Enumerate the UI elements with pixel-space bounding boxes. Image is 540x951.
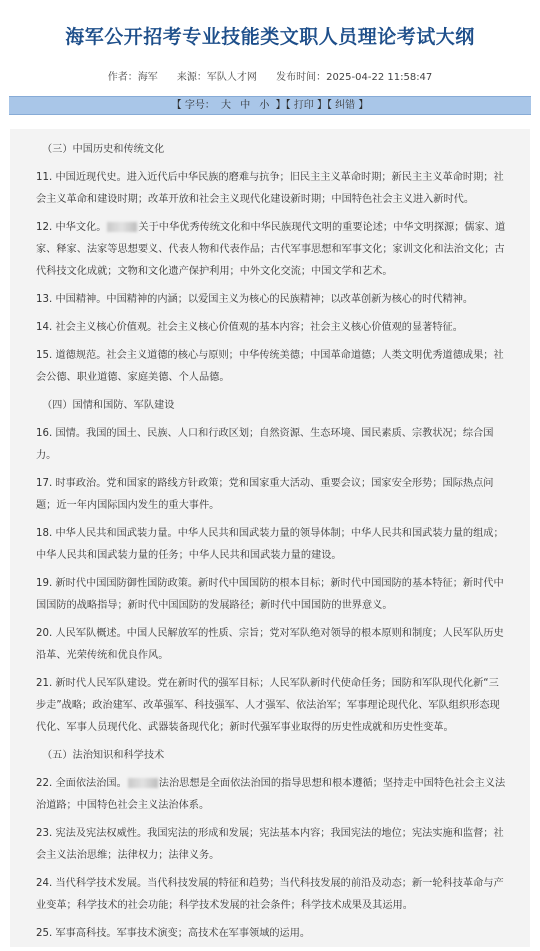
section-heading: （四）国情和国防、军队建设 <box>42 400 175 411</box>
print-link[interactable]: 打印 <box>293 100 314 111</box>
font-size-medium-link[interactable]: 中 <box>240 100 251 111</box>
outline-item <box>36 773 508 817</box>
outline-item: 11. 中国近现代史。进入近代后中华民族的磨难与抗争；旧民主主义革命时期；新民主主义革命时期；社会主义革命和建设时期；改革开放和社会主义现代化建设新时期；中国特色社会主义进入新时代。 <box>36 172 504 205</box>
outline-item-lead: 22. 全面依法治国。 <box>36 778 127 789</box>
toolbar-bracket: 】 <box>358 100 369 111</box>
toolbar-bracket: 】【 <box>316 100 332 111</box>
publish-time-label: 发布时间：2025-04-22 11:58:47 <box>276 72 433 83</box>
outline-item: 20. 人民军队概述。中国人民解放军的性质、宗旨；党对军队绝对领导的根本原则和制度；人民军队历史沿革、光荣传统和优良作风。 <box>36 628 504 661</box>
outline-item: 15. 道德规范。社会主义道德的核心与原则；中华传统美德；中国革命道德；人类文明优秀道德成果；社会公德、职业道德、家庭美德、个人品德。 <box>36 350 504 383</box>
outline-item-rest: 法治思想是全面依法治国的指导思想和根本遵循；坚持走中国特色社会主义法治道路；中国特色社会主义法治体系。 <box>36 778 506 811</box>
outline-item-rest: 关于中华优秀传统文化和中华民族现代文明的重要论述；中华文明探源；儒家、道家、释家、法家等思想要义、代表人物和代表作品；古代军事思想和军事文化；家训文化和法治文化；古代科技文化成就；文物和文化遗产保护利用；中外文化交流；中国文学和艺术。 <box>36 222 506 277</box>
outline-item: 14. 社会主义核心价值观。社会主义核心价值观的基本内容；社会主义核心价值观的显著特征。 <box>36 322 463 333</box>
outline-item <box>36 217 508 283</box>
author-label: 作者：海军 <box>107 72 158 83</box>
outline-item-lead: 12. 中华文化。 <box>36 222 107 233</box>
redacted-block <box>128 778 158 788</box>
outline-item: 21. 新时代人民军队建设。党在新时代的强军目标；人民军队新时代使命任务；国防和军队现代化新“三步走”战略；政治建军、改革强军、科技强军、人才强军、依法治军；军事理论现代化、军队组织形态现代化、军事人员现代化、武器装备现代化；新时代强军事业取得的历史性成就和历史性变革。 <box>36 678 500 733</box>
font-size-large-link[interactable]: 大 <box>221 100 232 111</box>
outline-item: 13. 中国精神。中国精神的内涵；以爱国主义为核心的民族精神；以改革创新为核心的时代精神。 <box>36 294 474 305</box>
toolbar-bracket: 】【 <box>275 100 291 111</box>
source-label: 来源：军队人才网 <box>176 72 257 83</box>
outline-item: 25. 军事高科技。军事技术演变；高技术在军事领域的运用。 <box>36 928 311 939</box>
redacted-block <box>107 222 137 232</box>
article-meta <box>0 68 540 88</box>
outline-item: 17. 时事政治。党和国家的路线方针政策；党和国家重大活动、重要会议；国家安全形势；国际热点问题；近一年内国际国内发生的重大事件。 <box>36 478 494 511</box>
toolbar-bracket: 【 字号： <box>171 100 215 111</box>
outline-item: 23. 宪法及宪法权威性。我国宪法的形成和发展；宪法基本内容；我国宪法的地位；宪法实施和监督；社会主义法治思维；法律权力；法律义务。 <box>36 828 504 861</box>
outline-item: 16. 国情。我国的国土、民族、人口和行政区划；自然资源、生态环境、国民素质、宗教状况；综合国力。 <box>36 428 494 461</box>
page-title: 海军公开招考专业技能类文职人员理论考试大纲 <box>65 26 475 48</box>
article-toolbar <box>9 96 531 115</box>
section-heading: （三）中国历史和传统文化 <box>42 144 165 155</box>
correction-link[interactable]: 纠错 <box>335 100 356 111</box>
section-heading: （五）法治知识和科学技术 <box>42 750 165 761</box>
font-size-small-link[interactable]: 小 <box>259 100 270 111</box>
outline-item: 18. 中华人民共和国武装力量。中华人民共和国武装力量的领导体制；中华人民共和国武装力量的组成；中华人民共和国武装力量的任务；中华人民共和国武装力量的建设。 <box>36 528 504 561</box>
article-body <box>10 129 530 947</box>
outline-item: 24. 当代科学技术发展。当代科技发展的特征和趋势；当代科技发展的前沿及动态；新一轮科技革命与产业变革；科学技术的社会功能；科学技术发展的社会条件；科学技术成果及其运用。 <box>36 878 504 911</box>
outline-item: 19. 新时代中国国防御性国防政策。新时代中国国防的根本目标；新时代中国国防的基本特征；新时代中国国防的战略指导；新时代中国国防的发展路径；新时代中国国防的世界意义。 <box>36 578 504 611</box>
